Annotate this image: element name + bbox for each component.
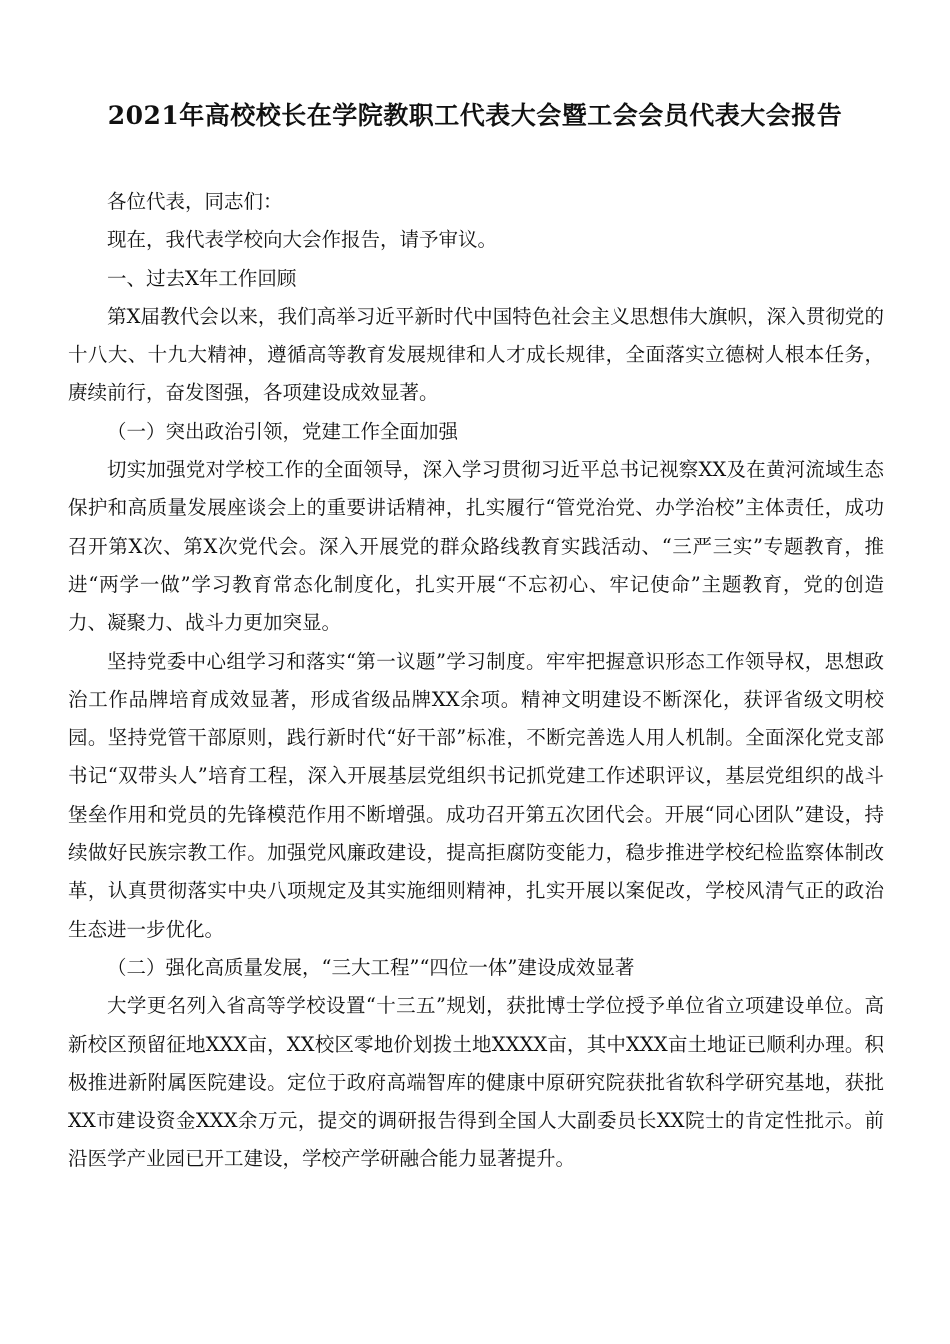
paragraph: 切实加强党对学校工作的全面领导，深入学习贯彻习近平总书记视察XX及在黄河流域生态保护和高质量发展座谈会上的重要讲话精神，扎实履行“管党治党、办学治校”主体责任，成功召开第X次、第X次党代会。深入开展党的群众路线教育实践活动、“三严三实”专题教育，推进“两学一做”学习教育常态化制度化，扎实开展“不忘初心、牢记使命”主题教育，党的创造力、凝聚力、战斗力更加突显。 xyxy=(68,458,884,635)
subsection-heading: （一）突出政治引领，党建工作全面加强 xyxy=(107,419,459,443)
salutation: 各位代表，同志们： xyxy=(107,190,283,213)
paragraph: 坚持党委中心组学习和落实“第一议题”学习制度。牢牢把握意识形态工作领导权，思想政治工作品牌培育成效显著，形成省级品牌XX余项。精神文明建设不断深化，获评省级文明校园。坚持党管干部原则，践行新时代“好干部”标准，不断完善选人用人机制。全面深化党支部书记“双带头人”培育工程，深入开展基层党组织书记抓党建工作述职评议，基层党组织的战斗堡垒作用和党员的先锋模范作用不断增强。成功召开第五次团代会。开展“同心团队”建设，持续做好民族宗教工作。加强党风廉政建设，提高拒腐防变能力，稳步推进学校纪检监察体制改革，认真贯彻落实中央八项规定及其实施细则精神，扎实开展以案促改，学校风清气正的政治生态进一步优化。 xyxy=(68,649,884,941)
document-title: 2021年高校校长在学院教职工代表大会暨工会会员代表大会报告 xyxy=(107,101,843,130)
paragraph: 大学更名列入省高等学校设置“十三五”规划，获批博士学位授予单位省立项建设单位。高新校区预留征地XXX亩，XX校区零地价划拨土地XXXX亩，其中XXX亩土地证已顺利办理。积极推进新附属医院建设。定位于政府高端智库的健康中原研究院获批省软科学研究基地，获批XX市建设资金XXX余万元，提交的调研报告得到全国人大副委员长XX院士的肯定性批示。前沿医学产业园已开工建设，学校产学研融合能力显著提升。 xyxy=(68,994,884,1171)
subsection-heading: （二）强化高质量发展，“三大工程”“四位一体”建设成效显著 xyxy=(107,955,635,979)
paragraph-intro: 现在，我代表学校向大会作报告，请予审议。 xyxy=(107,228,498,252)
section-heading: 一、过去X年工作回顾 xyxy=(107,266,297,290)
paragraph: 第X届教代会以来，我们高举习近平新时代中国特色社会主义思想伟大旗帜，深入贯彻党的十八大、十九大精神，遵循高等教育发展规律和人才成长规律，全面落实立德树人根本任务，赓续前行，奋发图强，各项建设成效显著。 xyxy=(68,304,884,405)
document-body xyxy=(68,183,884,1179)
